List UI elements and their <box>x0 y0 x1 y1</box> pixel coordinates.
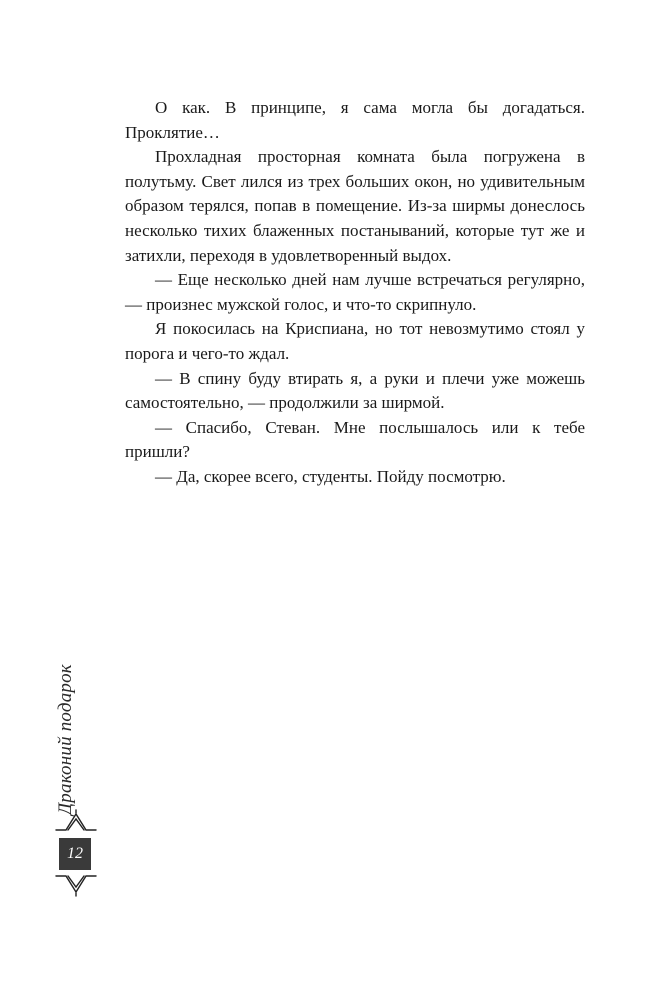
paragraph: — В спину буду втирать я, а руки и плечи уже можешь самостоятельно, — продолжили за ширмой. <box>125 368 585 413</box>
ornament-bottom-icon <box>52 872 100 898</box>
running-title-text: Драконий подарок <box>55 664 76 815</box>
paragraph: Я покосилась на Криспиана, но тот невозмутимо стоял у порога и чего-то ждал. <box>125 319 585 363</box>
paragraph: — Да, скорее всего, студенты. Пойду посмотрю. <box>155 466 506 486</box>
ornament-top-icon <box>52 808 100 834</box>
page-number: 12 <box>59 838 91 870</box>
paragraph: Прохладная просторная комната была погружена в полутьму. Свет лился из трех больших окон, но удивительным образом терялся, попав в помещение. Из-за ширмы донеслось несколько тихих блаженных постанываний, которые тут же и затихли, переходя в удовлетворенный выдох. <box>125 147 585 265</box>
running-title <box>55 665 95 815</box>
paragraph: — Спасибо, Стеван. Мне послышалось или к тебе пришли? <box>125 417 585 462</box>
paragraph: — Еще несколько дней нам лучше встречаться регулярно, — произнес мужской голос, и что-то скрипнуло. <box>125 270 585 314</box>
body-text <box>125 96 585 490</box>
paragraph: О как. В принципе, я сама могла бы догадаться. Проклятие… <box>125 98 585 142</box>
